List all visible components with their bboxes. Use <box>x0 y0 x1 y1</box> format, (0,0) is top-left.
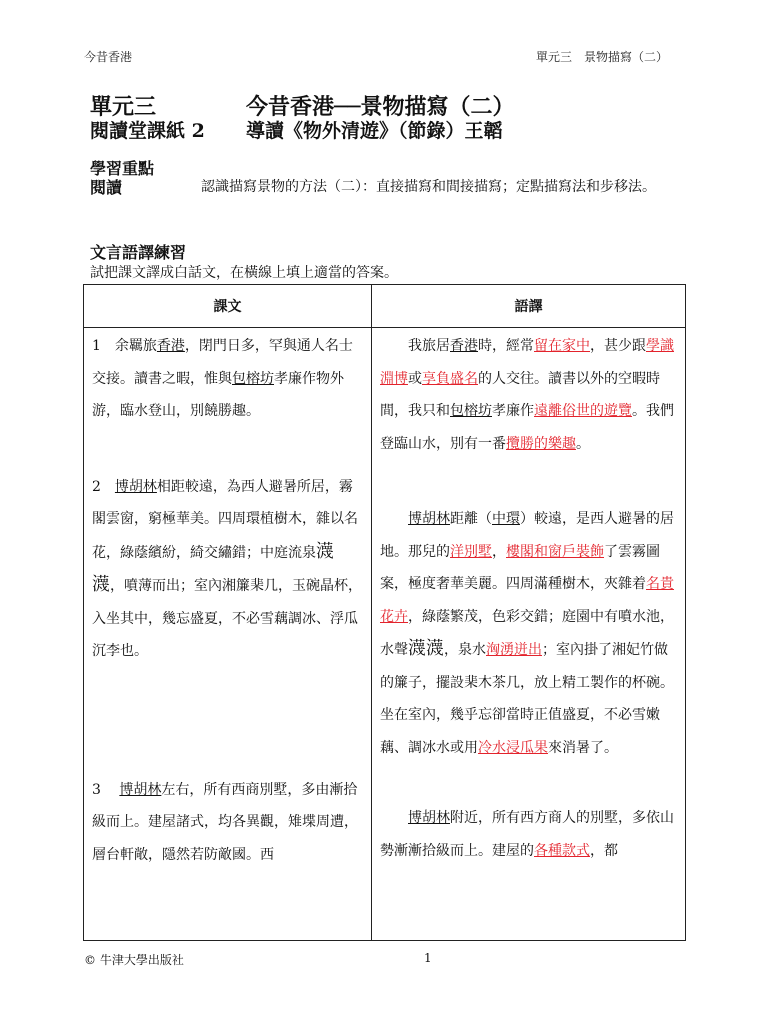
onomatopoeia-text: 瀎瀎 <box>92 540 334 595</box>
running-header-right: 單元三 景物描寫（二） <box>535 50 668 64</box>
proper-noun: 包榕坊 <box>450 403 492 419</box>
answer-text: 遠離俗世的遊覽 <box>534 403 632 419</box>
text-run: 的人交往。讀書以外的空暇時間，我只和 <box>380 370 660 419</box>
text-run: 距離（ <box>450 511 492 527</box>
answer-text: 洶湧迸出 <box>486 642 542 658</box>
source-column-header: 課文 <box>84 285 372 328</box>
worksheet-label: 閱讀堂課紙 2 <box>90 120 205 142</box>
text-run: ， <box>492 543 506 560</box>
text-run: 孝廉作物外游，臨水登山，別饒勝趣。 <box>92 370 344 419</box>
text-run: 2 <box>92 478 115 495</box>
proper-noun: 香港 <box>450 338 478 354</box>
table-header-row <box>84 285 686 328</box>
onomatopoeia-text: 瀎瀎 <box>408 638 444 659</box>
unit-label: 單元三 <box>90 94 157 120</box>
translation-table <box>83 284 686 941</box>
source-text-cell <box>84 328 372 941</box>
answer-text: 享負盛名 <box>422 370 478 387</box>
text-run: ，都 <box>590 842 618 859</box>
learning-focus-heading: 學習重點 <box>90 159 155 178</box>
text-run: 。我們登臨山水，別有一番 <box>380 403 674 452</box>
reading-label: 閱讀 <box>90 178 123 197</box>
proper-noun: 博胡林 <box>114 478 157 495</box>
proper-noun: 博胡林 <box>408 511 450 527</box>
text-run: 3 <box>92 781 120 798</box>
answer-text: 樓閣和窗戶裝飾 <box>506 543 604 560</box>
proper-noun: 博胡林 <box>408 810 450 826</box>
text-run: 左右，所有西商別墅，多由漸拾級而上。建屋諸式，均各異觀，雉堞周遭，層台軒敞，隱然若防敵國。西 <box>92 781 358 863</box>
answer-text: 留在家中 <box>534 338 590 354</box>
text-run: 或 <box>408 370 422 387</box>
text-run <box>380 810 408 826</box>
translation-paragraph-3 <box>380 802 677 867</box>
text-run: 孝廉作 <box>492 403 534 419</box>
proper-noun: 博胡林 <box>119 781 162 798</box>
answer-text: 冷水浸瓜果 <box>478 739 548 756</box>
publisher-footer: © 牛津大學出版社 <box>84 953 184 967</box>
exercise-heading: 文言語譯練習 <box>90 243 187 262</box>
text-run: 相距較遠，為西人避暑所居，霧閣雲窗，窮極華美。四周環植樹木，雜以名花，綠蔭繽紛，綺交繡錯；中庭流泉 <box>92 478 358 561</box>
translation-paragraph-2 <box>380 503 677 764</box>
source-paragraph-3 <box>92 774 363 872</box>
answer-text: 攬勝的樂趣 <box>506 435 576 452</box>
worksheet-title-row <box>90 116 503 143</box>
text-run: ，閉門日多，罕與通人名士交接。讀書之暇，惟與 <box>92 338 353 387</box>
translation-text-cell <box>372 328 686 941</box>
text-run: ，泉水 <box>444 642 486 658</box>
text-run: ）較遠，是西人避暑的居地。那兒的 <box>380 511 674 560</box>
page-number: 1 <box>424 951 432 965</box>
translation-column-header: 語譯 <box>372 285 686 328</box>
proper-noun: 包榕坊 <box>232 370 274 387</box>
text-run: 了雲霧圖案，極度奢華美麗。四周滿種樹木，夾雜着 <box>380 543 660 592</box>
text-run: 來消暑了。 <box>548 739 618 756</box>
text-run: ；室內掛了湘妃竹做的簾子，擺設棐木茶几，放上精工製作的杯碗。坐在室內，幾乎忘卻當時正值盛夏，不必雪嫩藕、調冰水或用 <box>380 642 674 756</box>
worksheet-title: 導讀《物外清遊》（節錄）王韜 <box>246 120 503 142</box>
source-paragraph-1 <box>92 330 363 428</box>
text-run: 附近，所有西方商人的別墅，多依山勢漸漸拾級而上。建屋的 <box>380 810 674 859</box>
text-run: 時，經常 <box>478 338 534 354</box>
answer-text: 各種款式 <box>534 842 590 859</box>
text-run: ，綠蔭繁茂，色彩交錯；庭園中有噴水池，水聲 <box>380 608 674 658</box>
text-run: ，甚少跟 <box>590 338 646 354</box>
translation-paragraph-1 <box>380 330 677 460</box>
learning-focus-text: 認識描寫景物的方法（二）：直接描寫和間接描寫；定點描寫法和步移法。 <box>201 179 656 195</box>
text-run: 。 <box>576 435 590 452</box>
running-header-left: 今昔香港 <box>84 50 133 64</box>
text-run: 1 余羈旅 <box>92 338 157 354</box>
exercise-instruction: 試把課文譯成白話文，在橫線上填上適當的答案。 <box>90 265 398 281</box>
answer-text: 名貴花卉 <box>380 576 674 625</box>
proper-noun: 中環 <box>492 511 520 527</box>
proper-noun: 香港 <box>156 338 185 354</box>
unit-title: 今昔香港──景物描寫（二） <box>246 94 515 120</box>
text-run: 我旅居 <box>380 338 450 354</box>
table-row <box>84 328 686 941</box>
source-paragraph-2 <box>92 471 363 668</box>
answer-text: 學識淵博 <box>380 338 674 387</box>
text-run: ，噴薄而出；室內湘簾棐几，玉碗晶杯，入坐其中，幾忘盛夏，不必雪藕調冰、浮瓜沉李也。 <box>92 578 362 659</box>
answer-text: 洋別墅 <box>450 543 492 560</box>
text-run <box>380 511 408 527</box>
